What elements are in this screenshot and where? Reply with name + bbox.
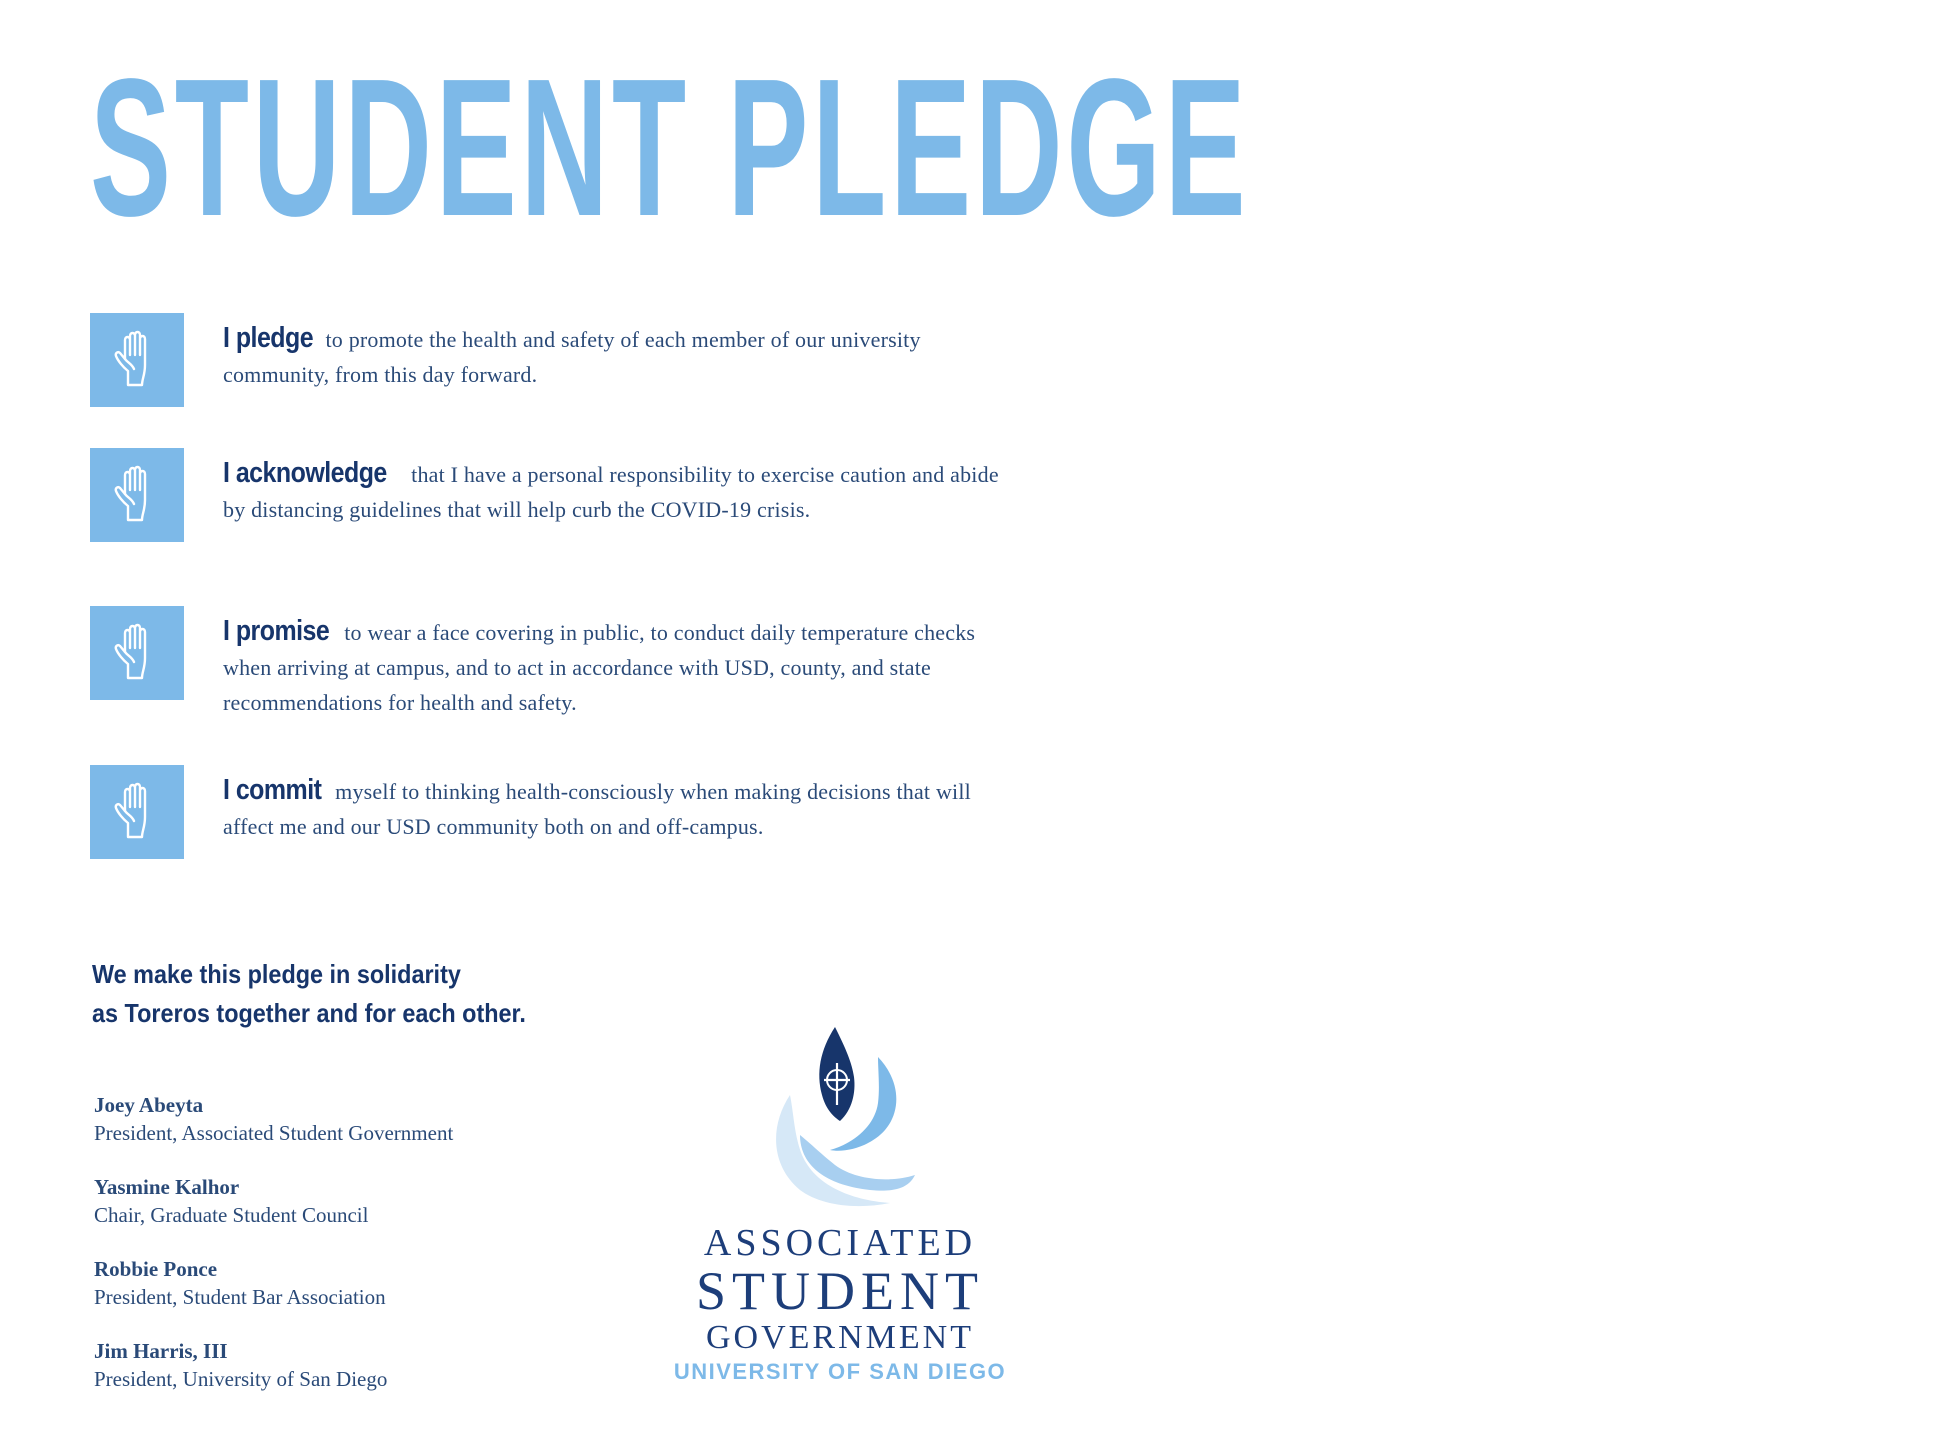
pledge-lead: I pledge xyxy=(223,322,314,354)
asg-logo-text xyxy=(660,1222,1020,1386)
signature-list xyxy=(94,1092,614,1420)
pledge-item xyxy=(90,448,1010,588)
pledge-body: to promote the health and safety of each member of our university community, from this day forward. xyxy=(223,327,921,387)
logo-line-associated: ASSOCIATED xyxy=(703,1222,977,1264)
signer-name: Joey Abeyta xyxy=(94,1093,204,1117)
pledge-body: to wear a face covering in public, to conduct daily temperature checks when arriving at campus, and to act in accordance with USD, county, and state recommendations for health and safety. xyxy=(223,620,976,715)
signer-role: President, Associated Student Government xyxy=(94,1121,454,1145)
flame-logo-icon xyxy=(760,1025,920,1220)
pledge-item xyxy=(90,313,1010,423)
solidarity-line: We make this pledge in solidarity xyxy=(92,959,461,989)
pledge-text xyxy=(223,614,1013,720)
raised-hand-icon xyxy=(90,313,184,407)
signer-role: President, University of San Diego xyxy=(94,1367,388,1391)
pledge-item xyxy=(90,606,1010,746)
pledge-body: myself to thinking health-consciously when making decisions that will affect me and our USD community both on and off-campus. xyxy=(223,779,971,839)
pledge-item xyxy=(90,765,1010,905)
pledge-lead: I commit xyxy=(223,774,322,806)
raised-hand-icon xyxy=(90,765,184,859)
pledge-lead: I acknowledge xyxy=(223,457,387,489)
signer-role: President, Student Bar Association xyxy=(94,1285,386,1309)
solidarity-line: as Toreros together and for each other. xyxy=(92,998,526,1028)
signer-name: Robbie Ponce xyxy=(94,1257,218,1281)
logo-line-university: UNIVERSITY OF SAN DIEGO xyxy=(673,1359,1007,1384)
solidarity-statement xyxy=(92,955,692,1033)
pledge-text xyxy=(223,456,1013,527)
signer xyxy=(94,1256,614,1338)
raised-hand-icon xyxy=(90,448,184,542)
signer-role: Chair, Graduate Student Council xyxy=(94,1203,369,1227)
signer xyxy=(94,1338,614,1420)
page-title: STUDENT PLEDGE xyxy=(90,38,1250,257)
pledge-body: that I have a personal responsibility to exercise caution and abide by distancing guidelines that will help curb the COVID-19 crisis. xyxy=(223,462,999,522)
logo-line-student: STUDENT xyxy=(696,1261,984,1321)
pledge-lead: I promise xyxy=(223,615,330,647)
signer-name: Jim Harris, III xyxy=(94,1339,228,1363)
signer xyxy=(94,1174,614,1256)
pledge-text xyxy=(223,773,1013,844)
signer-name: Yasmine Kalhor xyxy=(94,1175,240,1199)
raised-hand-icon xyxy=(90,606,184,700)
logo-line-government: GOVERNMENT xyxy=(706,1319,974,1356)
signer xyxy=(94,1092,614,1174)
pledge-text xyxy=(223,321,1013,392)
